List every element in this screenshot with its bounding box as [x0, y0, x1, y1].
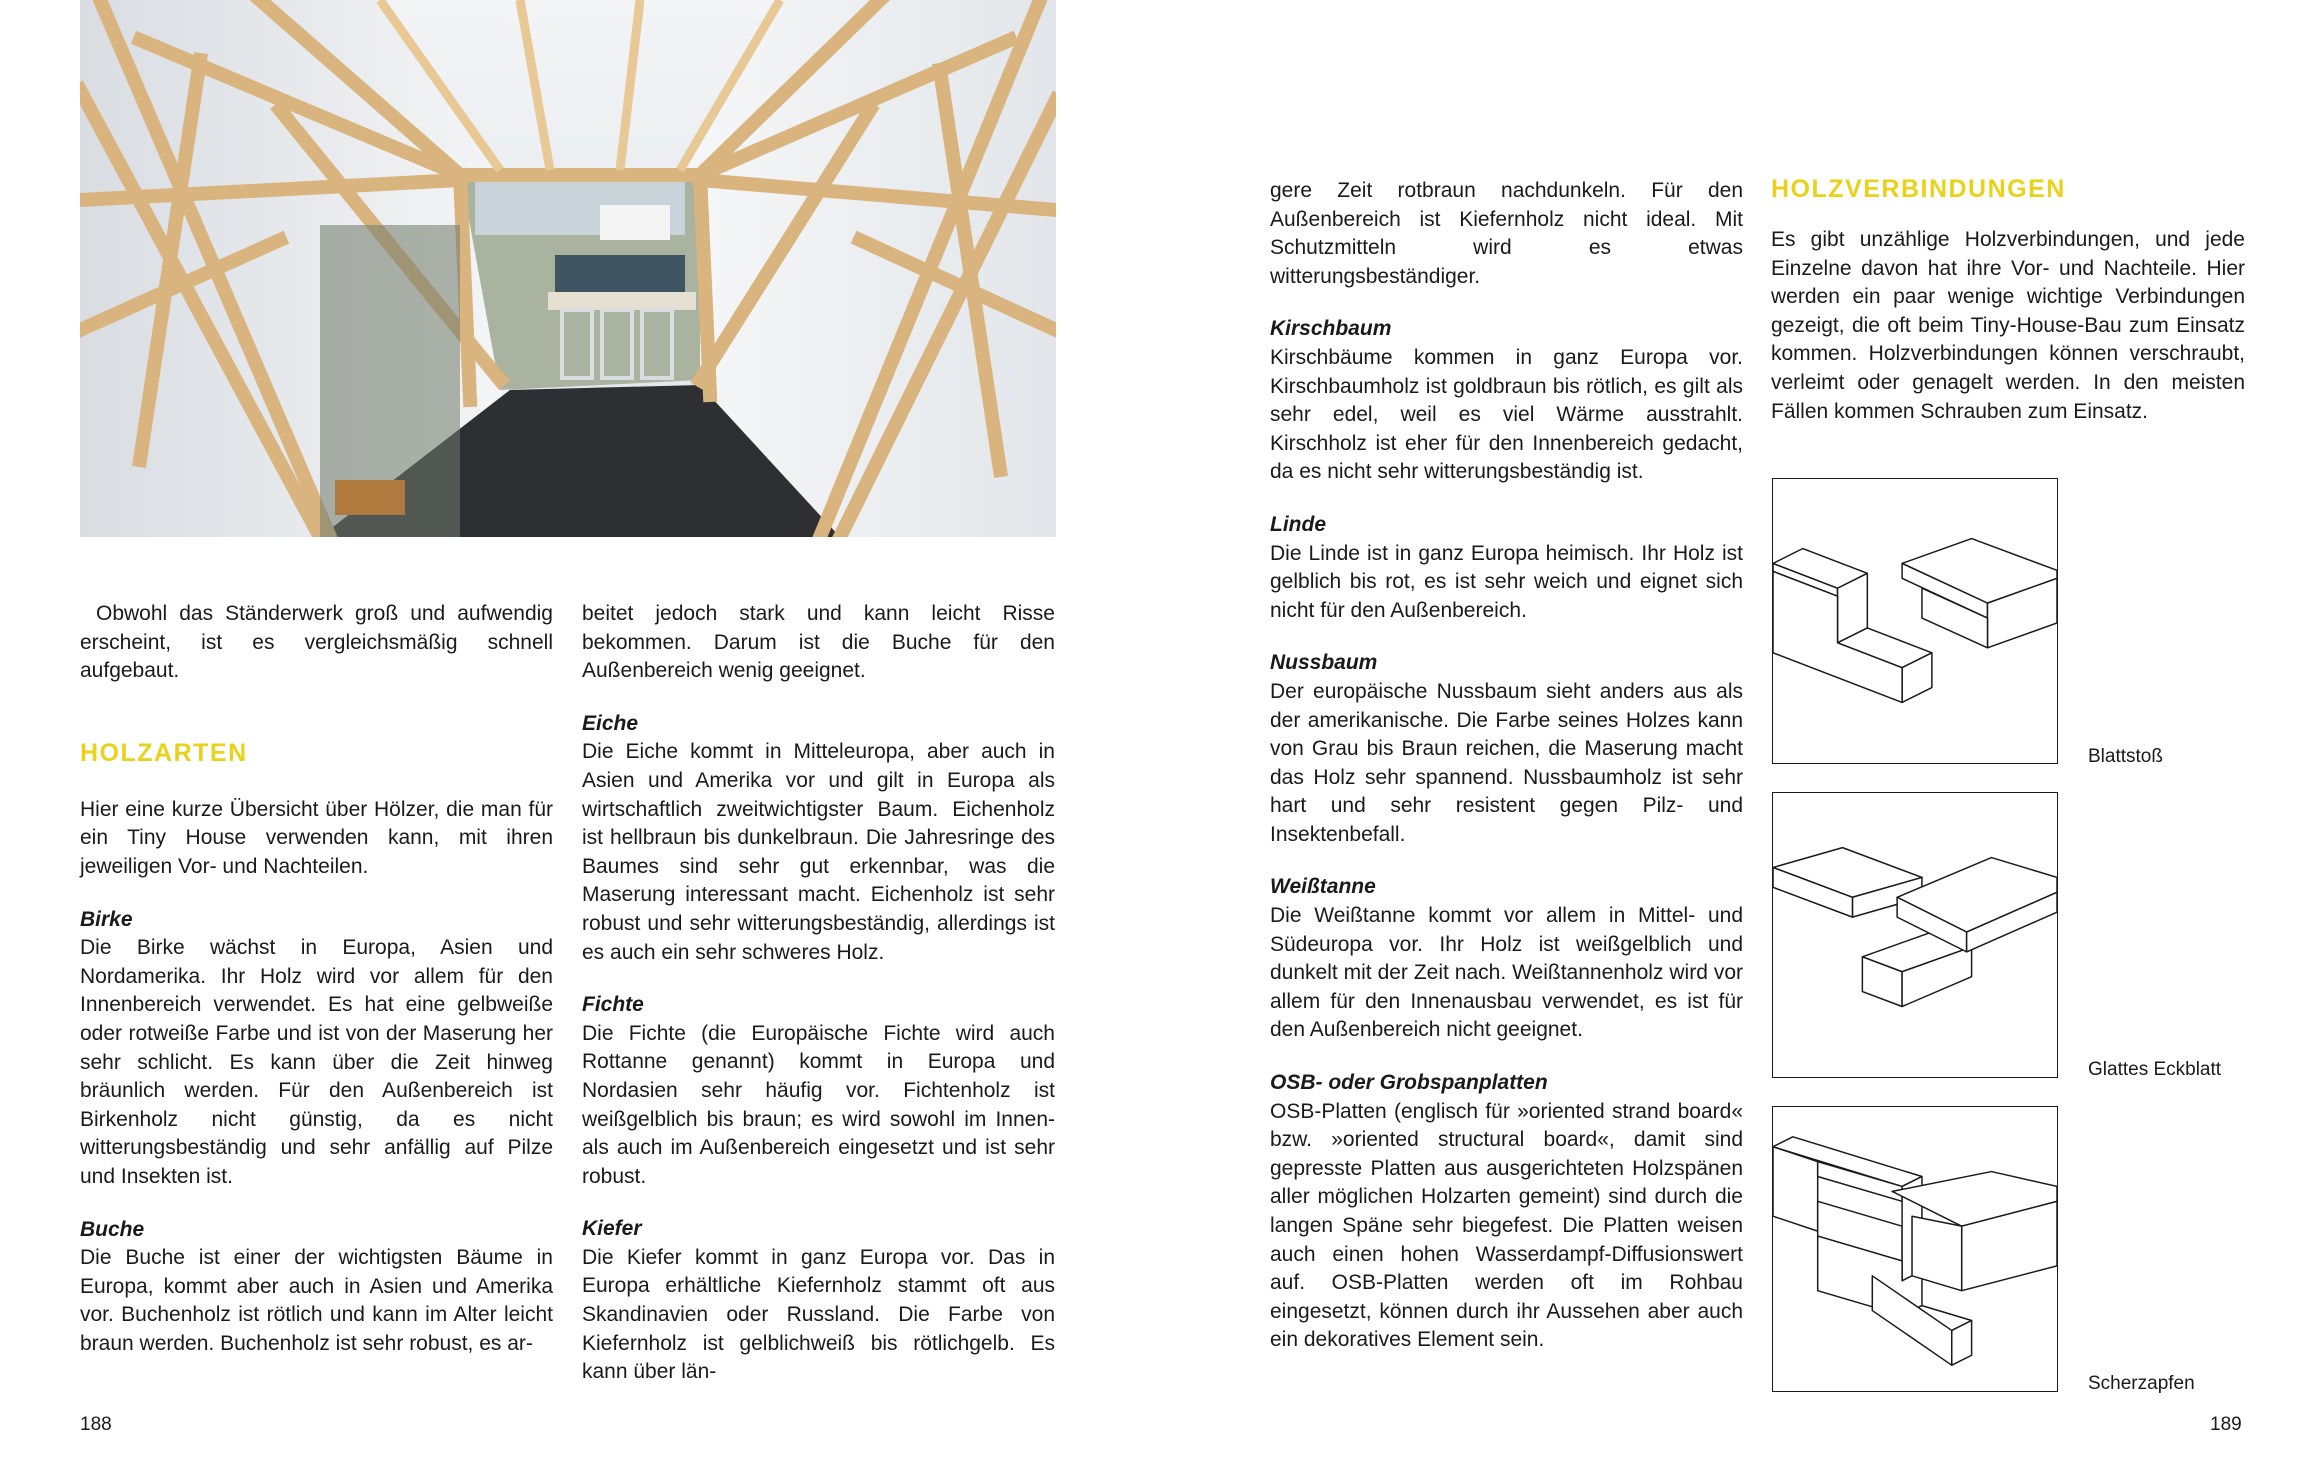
- subheading-buche: Buche: [80, 1217, 145, 1241]
- caption-blattstoss: Blattstoß: [2088, 746, 2163, 767]
- text-column-2: [582, 600, 1055, 1387]
- holzverbindungen-paragraph: Es gibt unzählige Holzverbindungen, und jede Einzelne davon hat ihre Vor- und Nachteile. Hier werden ein paar wenige wichtige Verbindungen gezeigt, die oft beim Tiny-House-Bau zum Einsatz kommen. Holzverbindungen können verschraubt, verleimt oder genagelt werden. In den meisten Fällen kommen Schrauben zum Einsatz.: [1771, 228, 2245, 423]
- text-column-4: [1771, 174, 2245, 426]
- subheading-nussbaum: Nussbaum: [1270, 651, 1378, 675]
- subheading-osb: OSB- oder Grobspanplatten: [1270, 1071, 1548, 1095]
- fichte-paragraph: Die Fichte (die Europäische Fichte wird auch Rottanne genannt) kommt in Europa und Nordasien sehr häufig vor. Fichtenholz ist weißgelblich bis braun; es wird sowohl im Innen- als auch im Außenbereich eingesetzt und ist sehr robust.: [582, 1021, 1055, 1188]
- caption-eckblatt: Glattes Eckblatt: [2088, 1059, 2222, 1080]
- page-number-right: 189: [2210, 1414, 2242, 1435]
- scherzapfen-joint-diagram: [1772, 1106, 2058, 1392]
- subheading-kiefer: Kiefer: [582, 1217, 642, 1241]
- kirschbaum-paragraph: Kirschbäume kommen in ganz Europa vor. Kirschbaumholz ist goldbraun bis rötlich, es gilt als sehr edel, weil es viel Wärme ausstrahlt. Kirschholz ist eher für den Innenbereich gedacht, da es nicht sehr witterungsbeständig ist.: [1270, 345, 1743, 484]
- osb-paragraph: OSB-Platten (englisch für »oriented strand board« bzw. »oriented structural board«, damit sind gepresste Platten aus ausgerichteten Holzspänen aller möglichen Holzarten gemeint) sind durch die langen Späne sehr biegefest. Die Platten weisen auch einen hohen Wasserdampf-Diffusionswert auf. OSB-Platten werden oft im Rohbau eingesetzt, können durch ihr Aussehen aber auch ein dekoratives Element sein.: [1270, 1099, 1743, 1352]
- birke-paragraph: Die Birke wächst in Europa, Asien und Nordamerika. Ihr Holz wird vor allem für den Innenbereich verwendet. Es hat eine gelbweiße oder rotweiße Farbe und ist von der Maserung her sehr schlicht. Es kann über die Zeit hinweg bräunlich werden. Für den Außenbereich ist Birkenholz nicht günstig, da es nicht witterungsbeständig und sehr anfällig auf Pilze und Insekten ist.: [80, 936, 553, 1188]
- subheading-eiche: Eiche: [582, 711, 639, 735]
- buche-continued-paragraph: beitet jedoch stark und kann leicht Risse bekommen. Darum ist die Buche für den Außenbereich wenig geeignet.: [582, 602, 1055, 683]
- text-column-1: [80, 600, 553, 1358]
- caption-scherzapfen: Scherzapfen: [2088, 1373, 2195, 1394]
- subheading-weisstanne: Weißtanne: [1270, 875, 1376, 899]
- heading-holzverbindungen: HOLZVERBINDUNGEN: [1771, 175, 2066, 203]
- tiny-house-interior-photo: [80, 0, 1056, 537]
- eckblatt-joint-diagram: [1772, 792, 2058, 1078]
- weisstanne-paragraph: Die Weißtanne kommt vor allem in Mittel- und Südeuropa vor. Ihr Holz ist weißgelblich und dunkelt mit der Zeit nach. Weißtannenholz wird vor allem für den Innenausbau verwendet, es ist für den Außenbereich nicht geeignet.: [1270, 904, 1743, 1042]
- blattstoss-icon: [1773, 479, 2057, 763]
- eiche-paragraph: Die Eiche kommt in Mitteleuropa, aber auch in Asien und Amerika vor und gilt in Europa als wirtschaftlich zweitwichtigster Baum. Eichenholz ist hellbraun bis dunkelbraun. Die Jahresringe des Baumes sind sehr gut erkennbar, was die Maserung interessant macht. Eichenholz ist sehr robust und sehr witterungsbeständig, allerdings ist es auch ein sehr schweres Holz.: [582, 740, 1055, 964]
- subheading-kirschbaum: Kirschbaum: [1270, 317, 1392, 341]
- subheading-linde: Linde: [1270, 512, 1326, 536]
- kiefer-paragraph: Die Kiefer kommt in ganz Europa vor. Das in Europa erhältliche Kiefernholz stammt oft aus Skandinavien oder Russland. Die Farbe von Kiefernholz ist gelblichweiß bis rötlichgelb. Es kann über län-: [582, 1245, 1055, 1384]
- kiefer-continued-paragraph: gere Zeit rotbraun nachdunkeln. Für den Außenbereich ist Kiefernholz nicht ideal. Mit Schutzmitteln wird es etwas witterungsbeständiger.: [1270, 179, 1743, 288]
- intro-paragraph: Obwohl das Ständerwerk groß und aufwendig erscheint, ist es vergleichsmäßig schnell aufgebaut.: [80, 602, 553, 683]
- nussbaum-paragraph: Der europäische Nussbaum sieht anders aus als der amerikanische. Die Farbe seines Holzes kann von Grau bis Braun reichen, die Maserung macht das Holz sehr spannend. Nussbaumholz ist sehr hart und sehr resistent gegen Pilz- und Insektenbefall.: [1270, 679, 1743, 846]
- heading-holzarten: HOLZARTEN: [80, 738, 248, 767]
- eckblatt-icon: [1773, 793, 2057, 1077]
- subheading-fichte: Fichte: [582, 993, 644, 1017]
- photo-illustration: [80, 0, 1056, 537]
- blattstoss-joint-diagram: [1772, 478, 2058, 764]
- subheading-birke: Birke: [80, 907, 133, 931]
- buche-paragraph: Die Buche ist einer der wichtigsten Bäume in Europa, kommt aber auch in Asien und Amerika vor. Buchenholz ist rötlich und kann im Alter leicht braun werden. Buchenholz ist sehr robust, es ar-: [80, 1246, 553, 1355]
- overview-paragraph: Hier eine kurze Übersicht über Hölzer, die man für ein Tiny House verwenden kann, mit ihren jeweiligen Vor- und Nachteilen.: [80, 797, 553, 878]
- page-number-left: 188: [80, 1414, 112, 1435]
- scherzapfen-icon: [1773, 1107, 2057, 1391]
- linde-paragraph: Die Linde ist in ganz Europa heimisch. Ihr Holz ist gelblich bis rot, es ist sehr weich und eignet sich nicht für den Außenbereich.: [1270, 541, 1743, 622]
- text-column-3: [1270, 177, 1743, 1355]
